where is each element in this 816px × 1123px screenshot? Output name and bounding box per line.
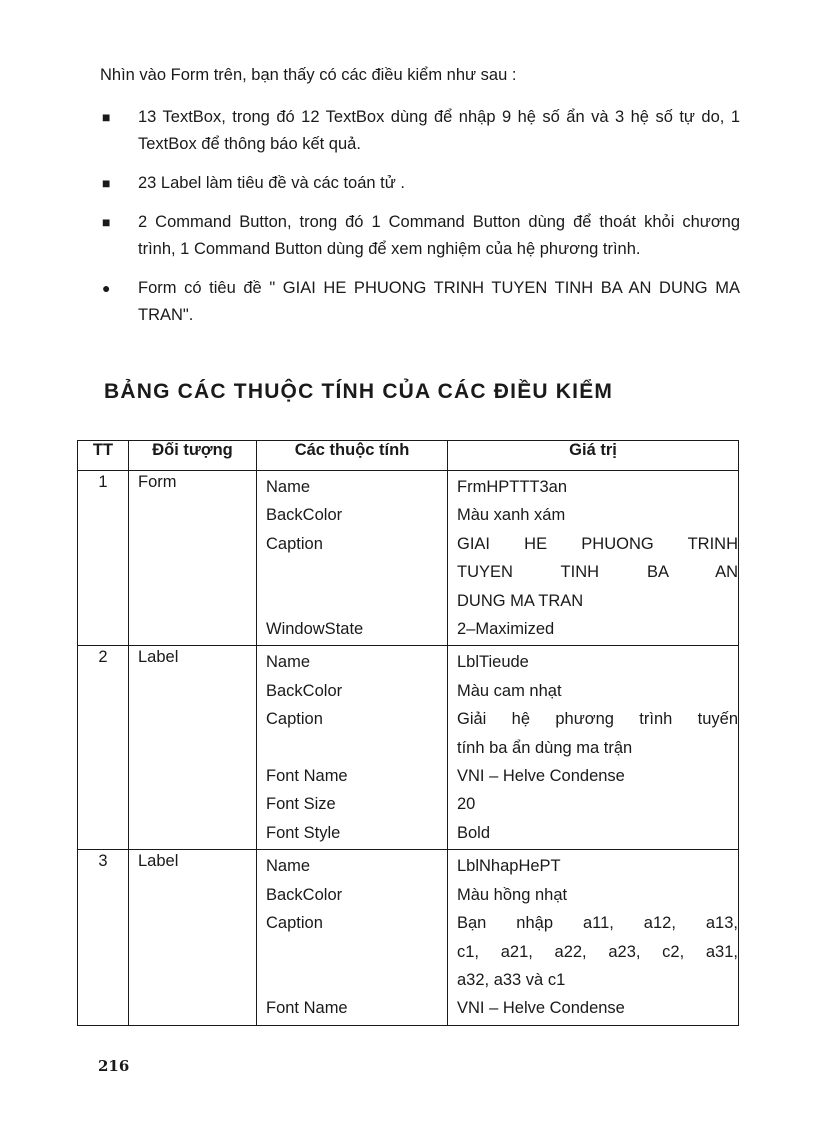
property-name: Caption	[266, 710, 323, 729]
table-row	[78, 850, 739, 1025]
row-number: 2	[78, 646, 129, 850]
list-item-text: 13 TextBox, trong đó 12 TextBox dùng để nhập 9 hệ số ẩn và 3 hệ số tự do, 1 TextBox để thông báo kết quả.	[138, 108, 740, 153]
property-name	[266, 938, 447, 966]
control-list	[100, 104, 740, 341]
value-cell	[448, 646, 739, 850]
property-value: Giải hệ phương trình tuyến	[457, 710, 738, 729]
table-row	[78, 471, 739, 646]
property-name: Name	[266, 478, 311, 496]
property-cell	[257, 646, 448, 850]
property-name: Font Style	[266, 823, 341, 842]
value-cell	[448, 850, 739, 1025]
list-item	[100, 275, 740, 329]
object-cell: Label	[129, 646, 257, 850]
list-item-text: Form có tiêu đề " GIAI HE PHUONG TRINH TUYEN TINH BA AN DUNG MA TRAN".	[138, 279, 740, 324]
square-bullet-icon: ■	[102, 175, 111, 191]
property-value: DUNG MA TRAN	[457, 591, 584, 610]
property-value: Màu cam nhạt	[457, 681, 562, 700]
property-name: BackColor	[266, 885, 343, 904]
object-cell: Label	[129, 850, 257, 1025]
property-name: Caption	[266, 534, 323, 553]
header-properties: Các thuộc tính	[257, 441, 448, 471]
property-value: VNI – Helve Condense	[457, 999, 625, 1018]
property-name	[266, 734, 447, 762]
property-cell	[257, 471, 448, 646]
property-name: Font Size	[266, 795, 336, 814]
list-item-text: 23 Label làm tiêu đề và các toán tử .	[138, 174, 405, 192]
row-number: 1	[78, 471, 129, 646]
list-item	[100, 104, 740, 158]
property-value: LblNhapHePT	[457, 857, 561, 876]
property-name	[266, 587, 447, 615]
intro-paragraph: Nhìn vào Form trên, bạn thấy có các điều kiểm như sau :	[100, 66, 517, 84]
property-value: tính ba ẩn dùng ma trận	[457, 738, 633, 757]
property-name: BackColor	[266, 506, 343, 525]
list-item	[100, 209, 740, 263]
property-value: LblTieude	[457, 653, 529, 672]
property-value: TUYEN TINH BA AN	[457, 563, 738, 582]
value-cell	[448, 471, 739, 646]
property-value: Màu xanh xám	[457, 506, 566, 525]
property-name: Name	[266, 653, 311, 672]
square-bullet-icon: ■	[102, 214, 111, 230]
header-tt: TT	[78, 441, 129, 471]
property-name: Name	[266, 857, 311, 876]
property-value: a32, a33 và c1	[457, 970, 566, 989]
property-cell	[257, 850, 448, 1025]
property-value: Màu hồng nhạt	[457, 885, 568, 904]
property-value: FrmHPTTT3an	[457, 478, 568, 496]
property-value: c1, a21, a22, a23, c2, a31,	[457, 942, 738, 961]
property-value: VNI – Helve Condense	[457, 767, 625, 786]
header-value: Giá trị	[448, 441, 739, 471]
property-name: Font Name	[266, 767, 348, 786]
table-header-row	[78, 441, 739, 471]
round-bullet-icon: ●	[102, 280, 111, 296]
property-value: Bạn nhập a11, a12, a13,	[457, 914, 738, 933]
property-name: Caption	[266, 914, 323, 933]
list-item-text: 2 Command Button, trong đó 1 Command Button dùng để thoát khỏi chương trình, 1 Command Button dùng để xem nghiệm của hệ phương trình.	[138, 213, 740, 258]
property-name	[266, 558, 447, 586]
property-name	[266, 966, 447, 994]
property-name: BackColor	[266, 681, 343, 700]
table-row	[78, 646, 739, 850]
object-cell: Form	[129, 471, 257, 646]
square-bullet-icon: ■	[102, 109, 111, 125]
property-name: Font Name	[266, 999, 348, 1018]
page-number: 216	[98, 1057, 130, 1075]
list-item	[100, 170, 740, 197]
section-heading: BẢNG CÁC THUỘC TÍNH CỦA CÁC ĐIỀU KIỂM	[104, 380, 614, 403]
property-value: 2–Maximized	[457, 620, 555, 639]
property-value: GIAI HE PHUONG TRINH	[457, 534, 738, 553]
header-object: Đối tượng	[129, 441, 257, 471]
property-value: 20	[457, 795, 476, 814]
property-name: WindowState	[266, 620, 364, 639]
properties-table	[77, 440, 739, 1026]
row-number: 3	[78, 850, 129, 1025]
property-value: Bold	[457, 823, 491, 842]
